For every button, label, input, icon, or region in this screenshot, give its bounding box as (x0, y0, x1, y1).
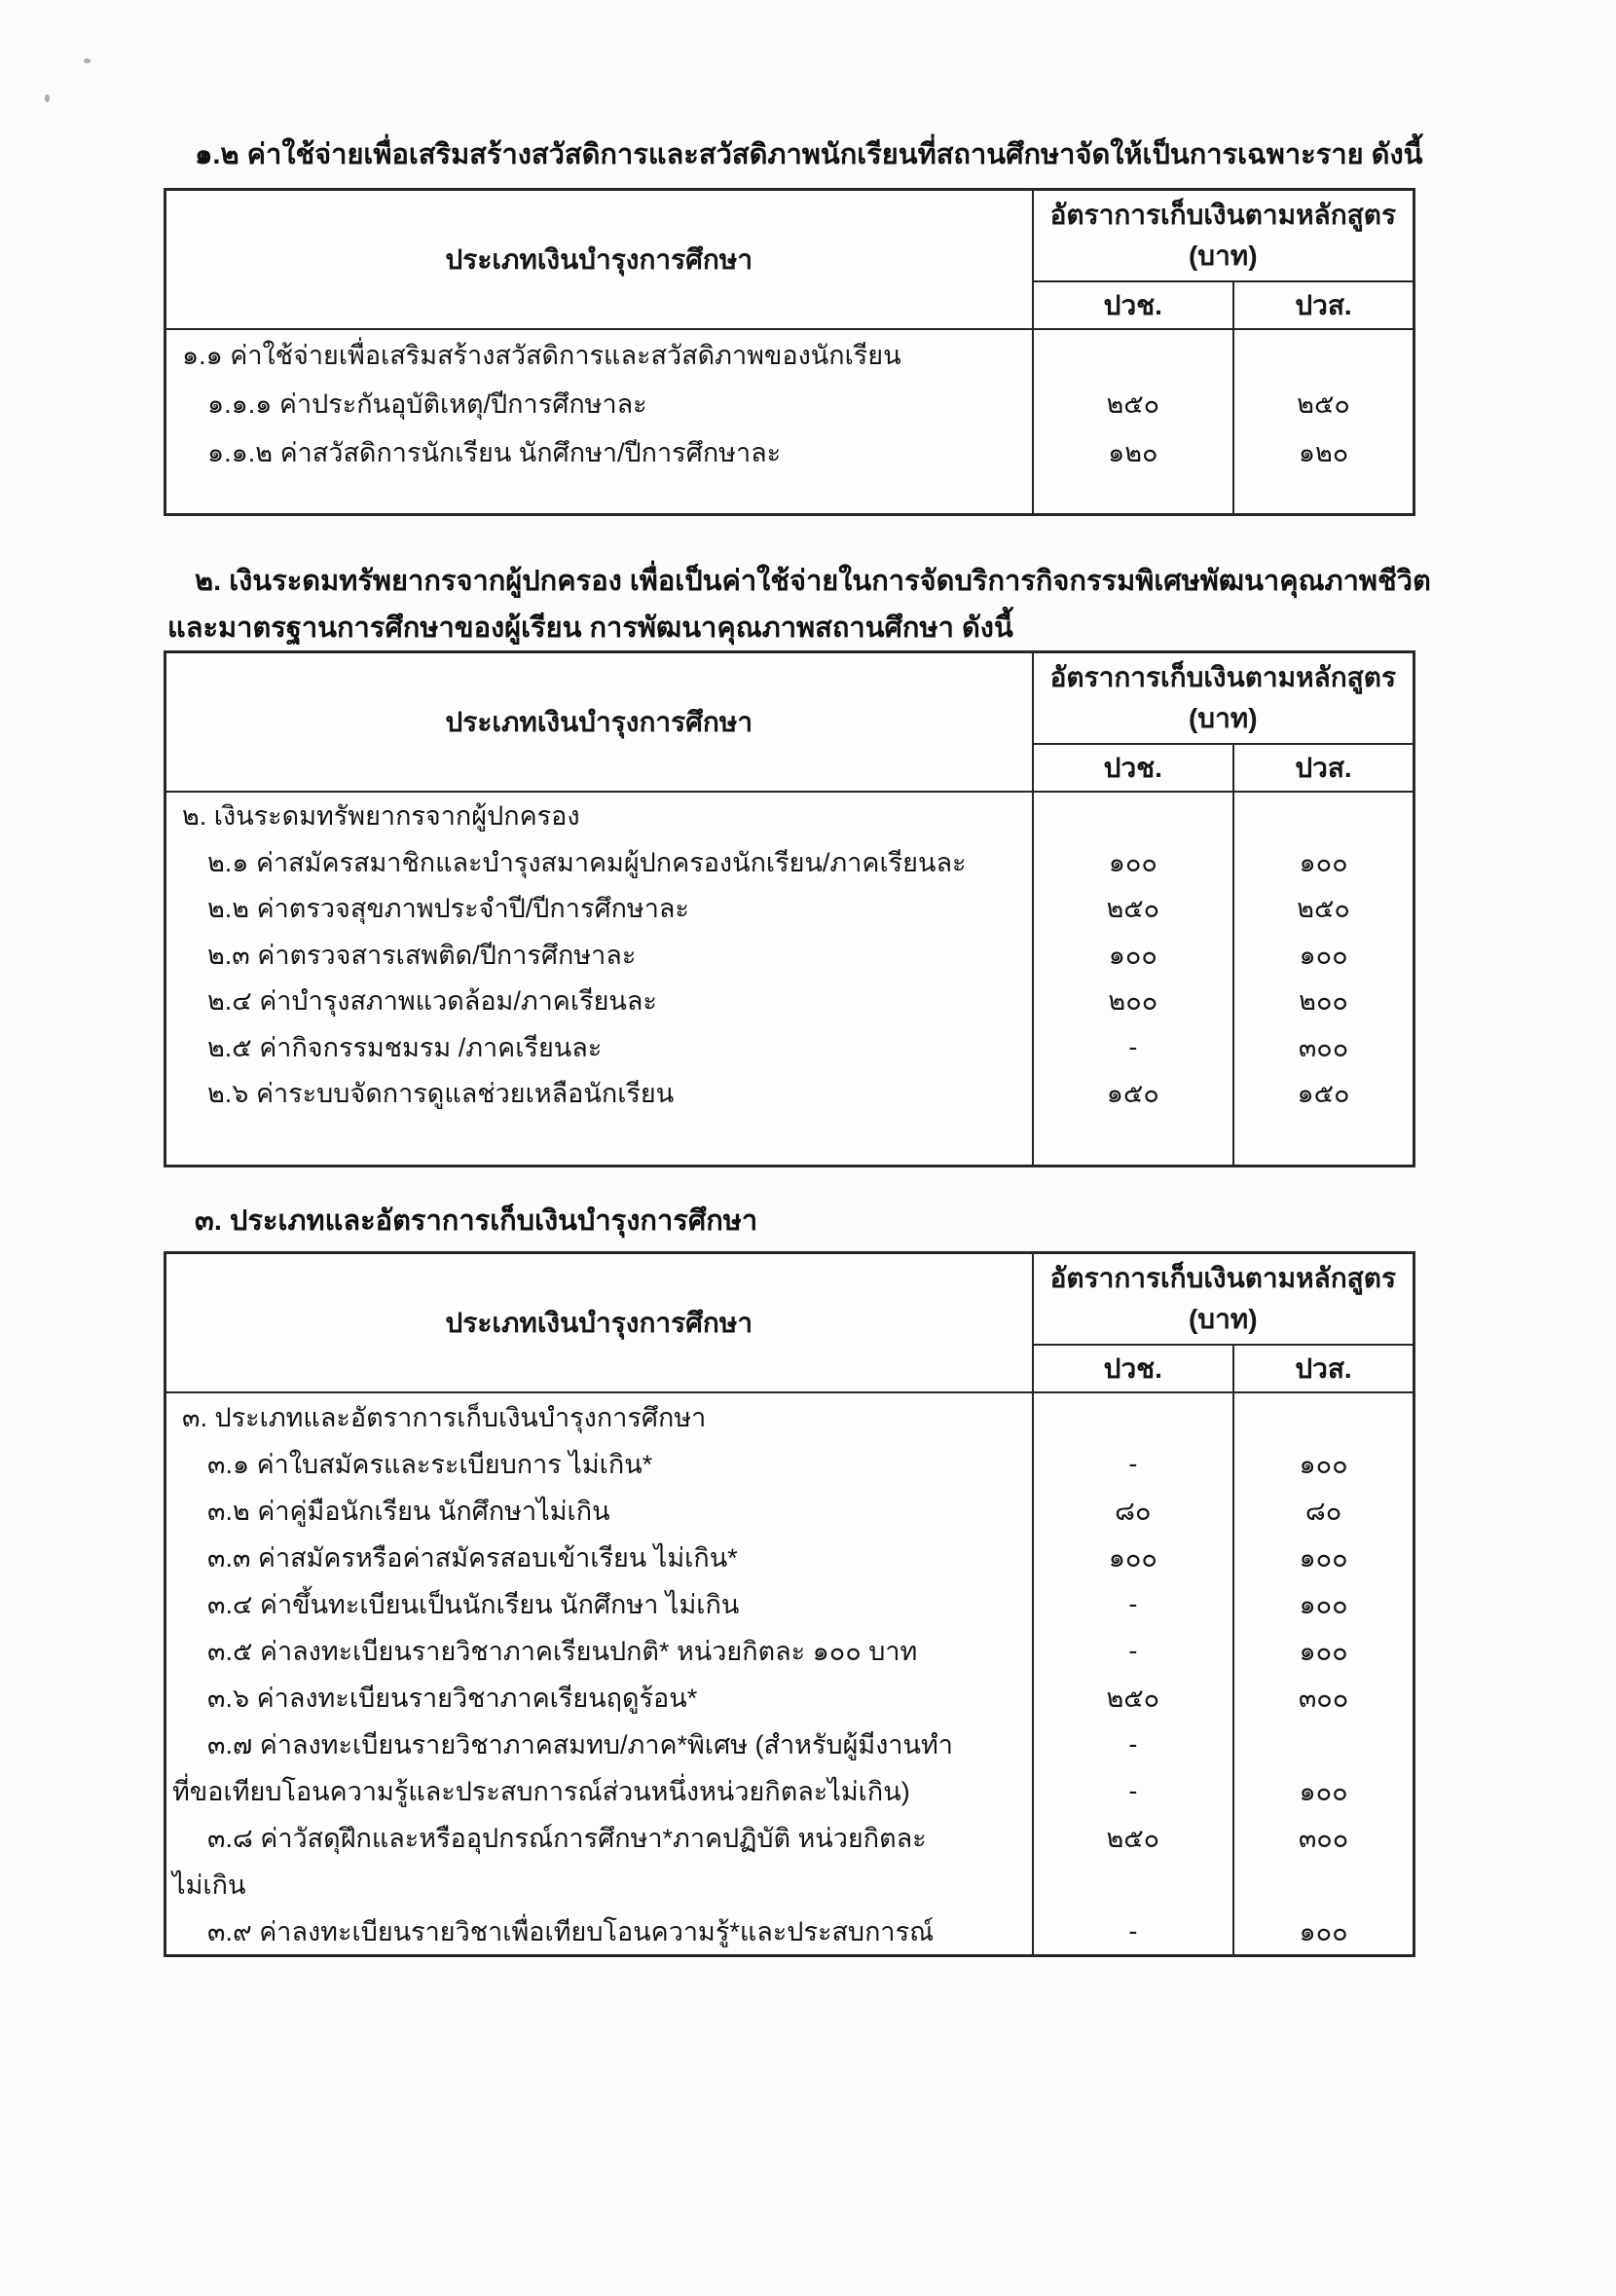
pvch-column (1033, 1392, 1233, 1956)
pvs-value: ๑๐๐ (1299, 1542, 1348, 1573)
pvs-value: ๓๐๐ (1298, 1032, 1349, 1062)
rate-header-line2: (บาท) (1188, 1304, 1258, 1334)
section-2-line2: และมาตรฐานการศึกษาของผู้เรียน การพัฒนาคุณภาพสถานศึกษา ดังนี้ (167, 612, 1013, 644)
pvch-value: ๑๐๐ (1108, 940, 1157, 970)
pvch-column (1033, 792, 1233, 1167)
rate-header-line2: (บาท) (1188, 703, 1258, 733)
pvch-value: - (1128, 1588, 1138, 1618)
fee-table-parent-resource (164, 650, 1415, 1167)
fee-item-label: ไม่เกิน (172, 1870, 246, 1900)
pvch-value: ๑๐๐ (1108, 847, 1157, 877)
pvch-value (1034, 1393, 1232, 1440)
column-header-pvch: ปวช. (1033, 744, 1233, 792)
pvs-value: ๑๐๐ (1299, 1776, 1348, 1806)
fee-item-label: ๓.๗ ค่าลงทะเบียนรายวิชาภาคสมทบ/ภาค*พิเศษ (สำหรับผู้มีงานทำ (207, 1729, 953, 1759)
column-header-pvch: ปวช. (1033, 1345, 1233, 1392)
rate-header-line1: อัตราการเก็บเงินตามหลักสูตร (1049, 200, 1396, 230)
fee-item-label: ๑.๑ ค่าใช้จ่ายเพื่อเสริมสร้างสวัสดิการและสวัสดิภาพของนักเรียน (182, 340, 901, 370)
fee-item-label: ๓.๖ ค่าลงทะเบียนรายวิชาภาคเรียนฤดูร้อน* (207, 1683, 698, 1713)
pvs-value: ๒๕๐ (1297, 389, 1350, 419)
pvch-value: ๒๕๐ (1106, 1683, 1160, 1713)
rate-header-line2: (บาท) (1188, 241, 1258, 271)
pvs-value (1234, 1393, 1413, 1440)
fee-label-column (165, 329, 1033, 515)
pvch-value: - (1128, 1728, 1138, 1759)
fee-item-label: ๓.๕ ค่าลงทะเบียนรายวิชาภาคเรียนปกติ* หน่วยกิตละ ๑๐๐ บาท (207, 1636, 918, 1666)
pvch-value (1034, 1861, 1232, 1907)
pvch-value: ๒๐๐ (1108, 986, 1158, 1017)
pvs-value: ๑๐๐ (1299, 1589, 1348, 1619)
scan-speck (84, 58, 91, 63)
pvch-value: ๘๐ (1115, 1496, 1152, 1526)
pvs-value: ๓๐๐ (1298, 1823, 1349, 1853)
pvs-column (1233, 329, 1414, 515)
pvs-value: ๓๐๐ (1298, 1683, 1349, 1713)
pvch-column (1033, 329, 1233, 515)
table-body (165, 329, 1414, 515)
pvs-value: ๑๒๐ (1298, 437, 1349, 467)
pvch-value: - (1128, 1448, 1138, 1478)
pvch-value: - (1128, 1031, 1138, 1061)
fee-item-label: ๒.๖ ค่าระบบจัดการดูแลช่วยเหลือนักเรียน (207, 1079, 675, 1109)
pvs-value: ๑๐๐ (1299, 1449, 1348, 1479)
section-2-line1: ๒. เงินระดมทรัพยากรจากผู้ปกครอง เพื่อเป็นค่าใช้จ่ายในการจัดบริการกิจกรรมพิเศษพัฒนาคุณภาพชีวิต (195, 566, 1431, 597)
pvs-value: ๑๐๐ (1299, 847, 1348, 877)
fee-item-label: ๓.๓ ค่าสมัครหรือค่าสมัครสอบเข้าเรียน ไม่เกิน* (207, 1542, 738, 1573)
pvs-value: ๒๐๐ (1299, 986, 1348, 1017)
fee-item-label: ๒.๒ ค่าตรวจสุขภาพประจำปี/ปีการศึกษาละ (207, 894, 689, 924)
fee-item-label: ๒. เงินระดมทรัพยากรจากผู้ปกครอง (182, 801, 580, 832)
rate-header-line1: อัตราการเก็บเงินตามหลักสูตร (1049, 1263, 1396, 1293)
column-header-pvs: ปวส. (1233, 1345, 1414, 1392)
fee-label-column (165, 1392, 1033, 1956)
pvch-value: - (1128, 1915, 1138, 1945)
table-body (165, 1392, 1414, 1956)
pvs-value (1234, 1861, 1413, 1907)
pvch-value: ๒๕๐ (1106, 894, 1160, 924)
column-header-rate (1033, 652, 1414, 745)
fee-item-label: ๒.๑ ค่าสมัครสมาชิกและบำรุงสมาคมผู้ปกครองนักเรียน/ภาคเรียนละ (207, 847, 967, 877)
fee-item-label: ๒.๔ ค่าบำรุงสภาพแวดล้อม/ภาคเรียนละ (207, 986, 657, 1017)
pvch-value: ๒๕๐ (1106, 389, 1160, 419)
pvch-value: - (1128, 1635, 1138, 1665)
pvch-value: ๑๐๐ (1108, 1542, 1157, 1573)
pvs-value: ๑๐๐ (1299, 1636, 1348, 1666)
column-header-rate (1033, 1253, 1414, 1346)
heading-1-2: ๑.๒ ค่าใช้จ่ายเพื่อเสริมสร้างสวัสดิการและสวัสดิภาพนักเรียนที่สถานศึกษาจัดให้เป็นการเฉพาะราย ดังนี้ (195, 139, 1423, 170)
fee-table-welfare (164, 188, 1415, 516)
pvch-value (1034, 793, 1232, 839)
pvch-value: ๑๕๐ (1106, 1079, 1159, 1109)
fee-item-label: ที่ขอเทียบโอนความรู้และประสบการณ์ส่วนหนึ่งหน่วยกิตละไม่เกิน) (172, 1776, 910, 1806)
pvch-value: ๑๒๐ (1108, 437, 1158, 467)
fee-item-label: ๒.๕ ค่ากิจกรรมชมรม /ภาคเรียนละ (207, 1032, 603, 1062)
pvs-value: ๑๐๐ (1299, 940, 1348, 970)
column-header-fee-type: ประเภทเงินบำรุงการศึกษา (165, 190, 1033, 330)
fee-table-tuition-rates (164, 1251, 1415, 1957)
section-3-heading: ๓. ประเภทและอัตราการเก็บเงินบำรุงการศึกษา (195, 1205, 758, 1237)
column-header-rate (1033, 190, 1414, 282)
fee-item-label: ๓. ประเภทและอัตราการเก็บเงินบำรุงการศึกษา (182, 1402, 707, 1432)
fee-item-label: ๓.๑ ค่าใบสมัครและระเบียบการ ไม่เกิน* (207, 1449, 653, 1479)
fee-item-label: ๓.๔ ค่าขึ้นทะเบียนเป็นนักเรียน นักศึกษา ไม่เกิน (207, 1589, 740, 1619)
column-header-pvch: ปวช. (1033, 281, 1233, 329)
pvs-value: ๒๕๐ (1297, 894, 1350, 924)
rate-header-line1: อัตราการเก็บเงินตามหลักสูตร (1049, 662, 1396, 692)
fee-item-label: ๓.๙ ค่าลงทะเบียนรายวิชาเพื่อเทียบโอนความรู้*และประสบการณ์ (207, 1916, 935, 1946)
fee-item-label: ๒.๓ ค่าตรวจสารเสพติด/ปีการศึกษาละ (207, 940, 637, 970)
pvch-value: - (1128, 1775, 1138, 1805)
pvs-value (1234, 1721, 1413, 1767)
table-body (165, 792, 1414, 1167)
pvs-column (1233, 1392, 1414, 1956)
fee-label-column (165, 792, 1033, 1167)
pvs-value: ๑๐๐ (1299, 1916, 1348, 1946)
pvs-value (1234, 793, 1413, 839)
fee-item-label: ๓.๒ ค่าคู่มือนักเรียน นักศึกษาไม่เกิน (207, 1496, 610, 1526)
pvch-value: ๒๕๐ (1106, 1823, 1160, 1853)
fee-item-label: ๑.๑.๑ ค่าประกันอุบัติเหตุ/ปีการศึกษาละ (207, 389, 647, 419)
column-header-pvs: ปวส. (1233, 281, 1414, 329)
column-header-pvs: ปวส. (1233, 744, 1414, 792)
pvs-value (1234, 330, 1413, 379)
scan-speck (45, 94, 50, 102)
pvs-column (1233, 792, 1414, 1167)
column-header-fee-type: ประเภทเงินบำรุงการศึกษา (165, 652, 1033, 793)
fee-item-label: ๓.๘ ค่าวัสดุฝึกและหรืออุปกรณ์การศึกษา*ภาคปฏิบัติ หน่วยกิตละ (207, 1823, 927, 1853)
fee-item-label: ๑.๑.๒ ค่าสวัสดิการนักเรียน นักศึกษา/ปีการศึกษาละ (207, 437, 782, 467)
pvs-value: ๘๐ (1304, 1496, 1342, 1526)
pvs-value: ๑๕๐ (1297, 1079, 1350, 1109)
pvch-value (1034, 330, 1232, 379)
column-header-fee-type: ประเภทเงินบำรุงการศึกษา (165, 1253, 1033, 1393)
